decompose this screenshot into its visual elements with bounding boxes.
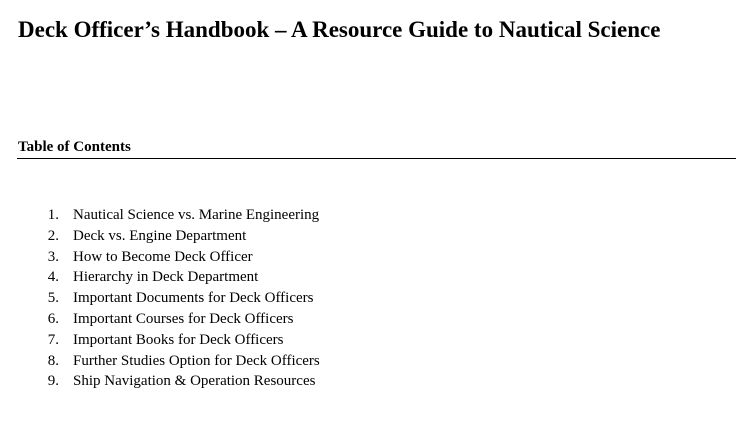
toc-item-label[interactable]: Important Courses for Deck Officers	[73, 310, 294, 327]
toc-item-label[interactable]: Further Studies Option for Deck Officers	[73, 352, 320, 369]
toc-item-number: 8.	[47, 352, 59, 369]
toc-item-number: 2.	[47, 227, 59, 244]
toc-item-number: 9.	[47, 373, 59, 390]
toc-item-number: 4.	[47, 269, 59, 286]
toc-item-label[interactable]: Hierarchy in Deck Department	[73, 269, 259, 286]
toc-heading: Table of Contents	[18, 139, 131, 155]
toc-item-label[interactable]: Important Documents for Deck Officers	[73, 290, 314, 307]
toc-item-label[interactable]: Ship Navigation & Operation Resources	[73, 373, 316, 390]
toc-divider	[17, 158, 736, 159]
toc-item-number: 7.	[47, 331, 59, 348]
toc-item-label[interactable]: How to Become Deck Officer	[73, 248, 253, 265]
toc-item-label[interactable]: Important Books for Deck Officers	[73, 331, 284, 348]
toc-item-label[interactable]: Deck vs. Engine Department	[73, 227, 247, 244]
toc-item-label[interactable]: Nautical Science vs. Marine Engineering	[73, 207, 320, 223]
document-title: Deck Officer’s Handbook – A Resource Guide to Nautical Science	[18, 17, 661, 42]
toc-item-number: 6.	[47, 310, 59, 327]
toc-item-number: 5.	[47, 290, 59, 307]
toc-item-number: 3.	[47, 248, 59, 265]
toc-item-number: 1.	[47, 207, 59, 223]
